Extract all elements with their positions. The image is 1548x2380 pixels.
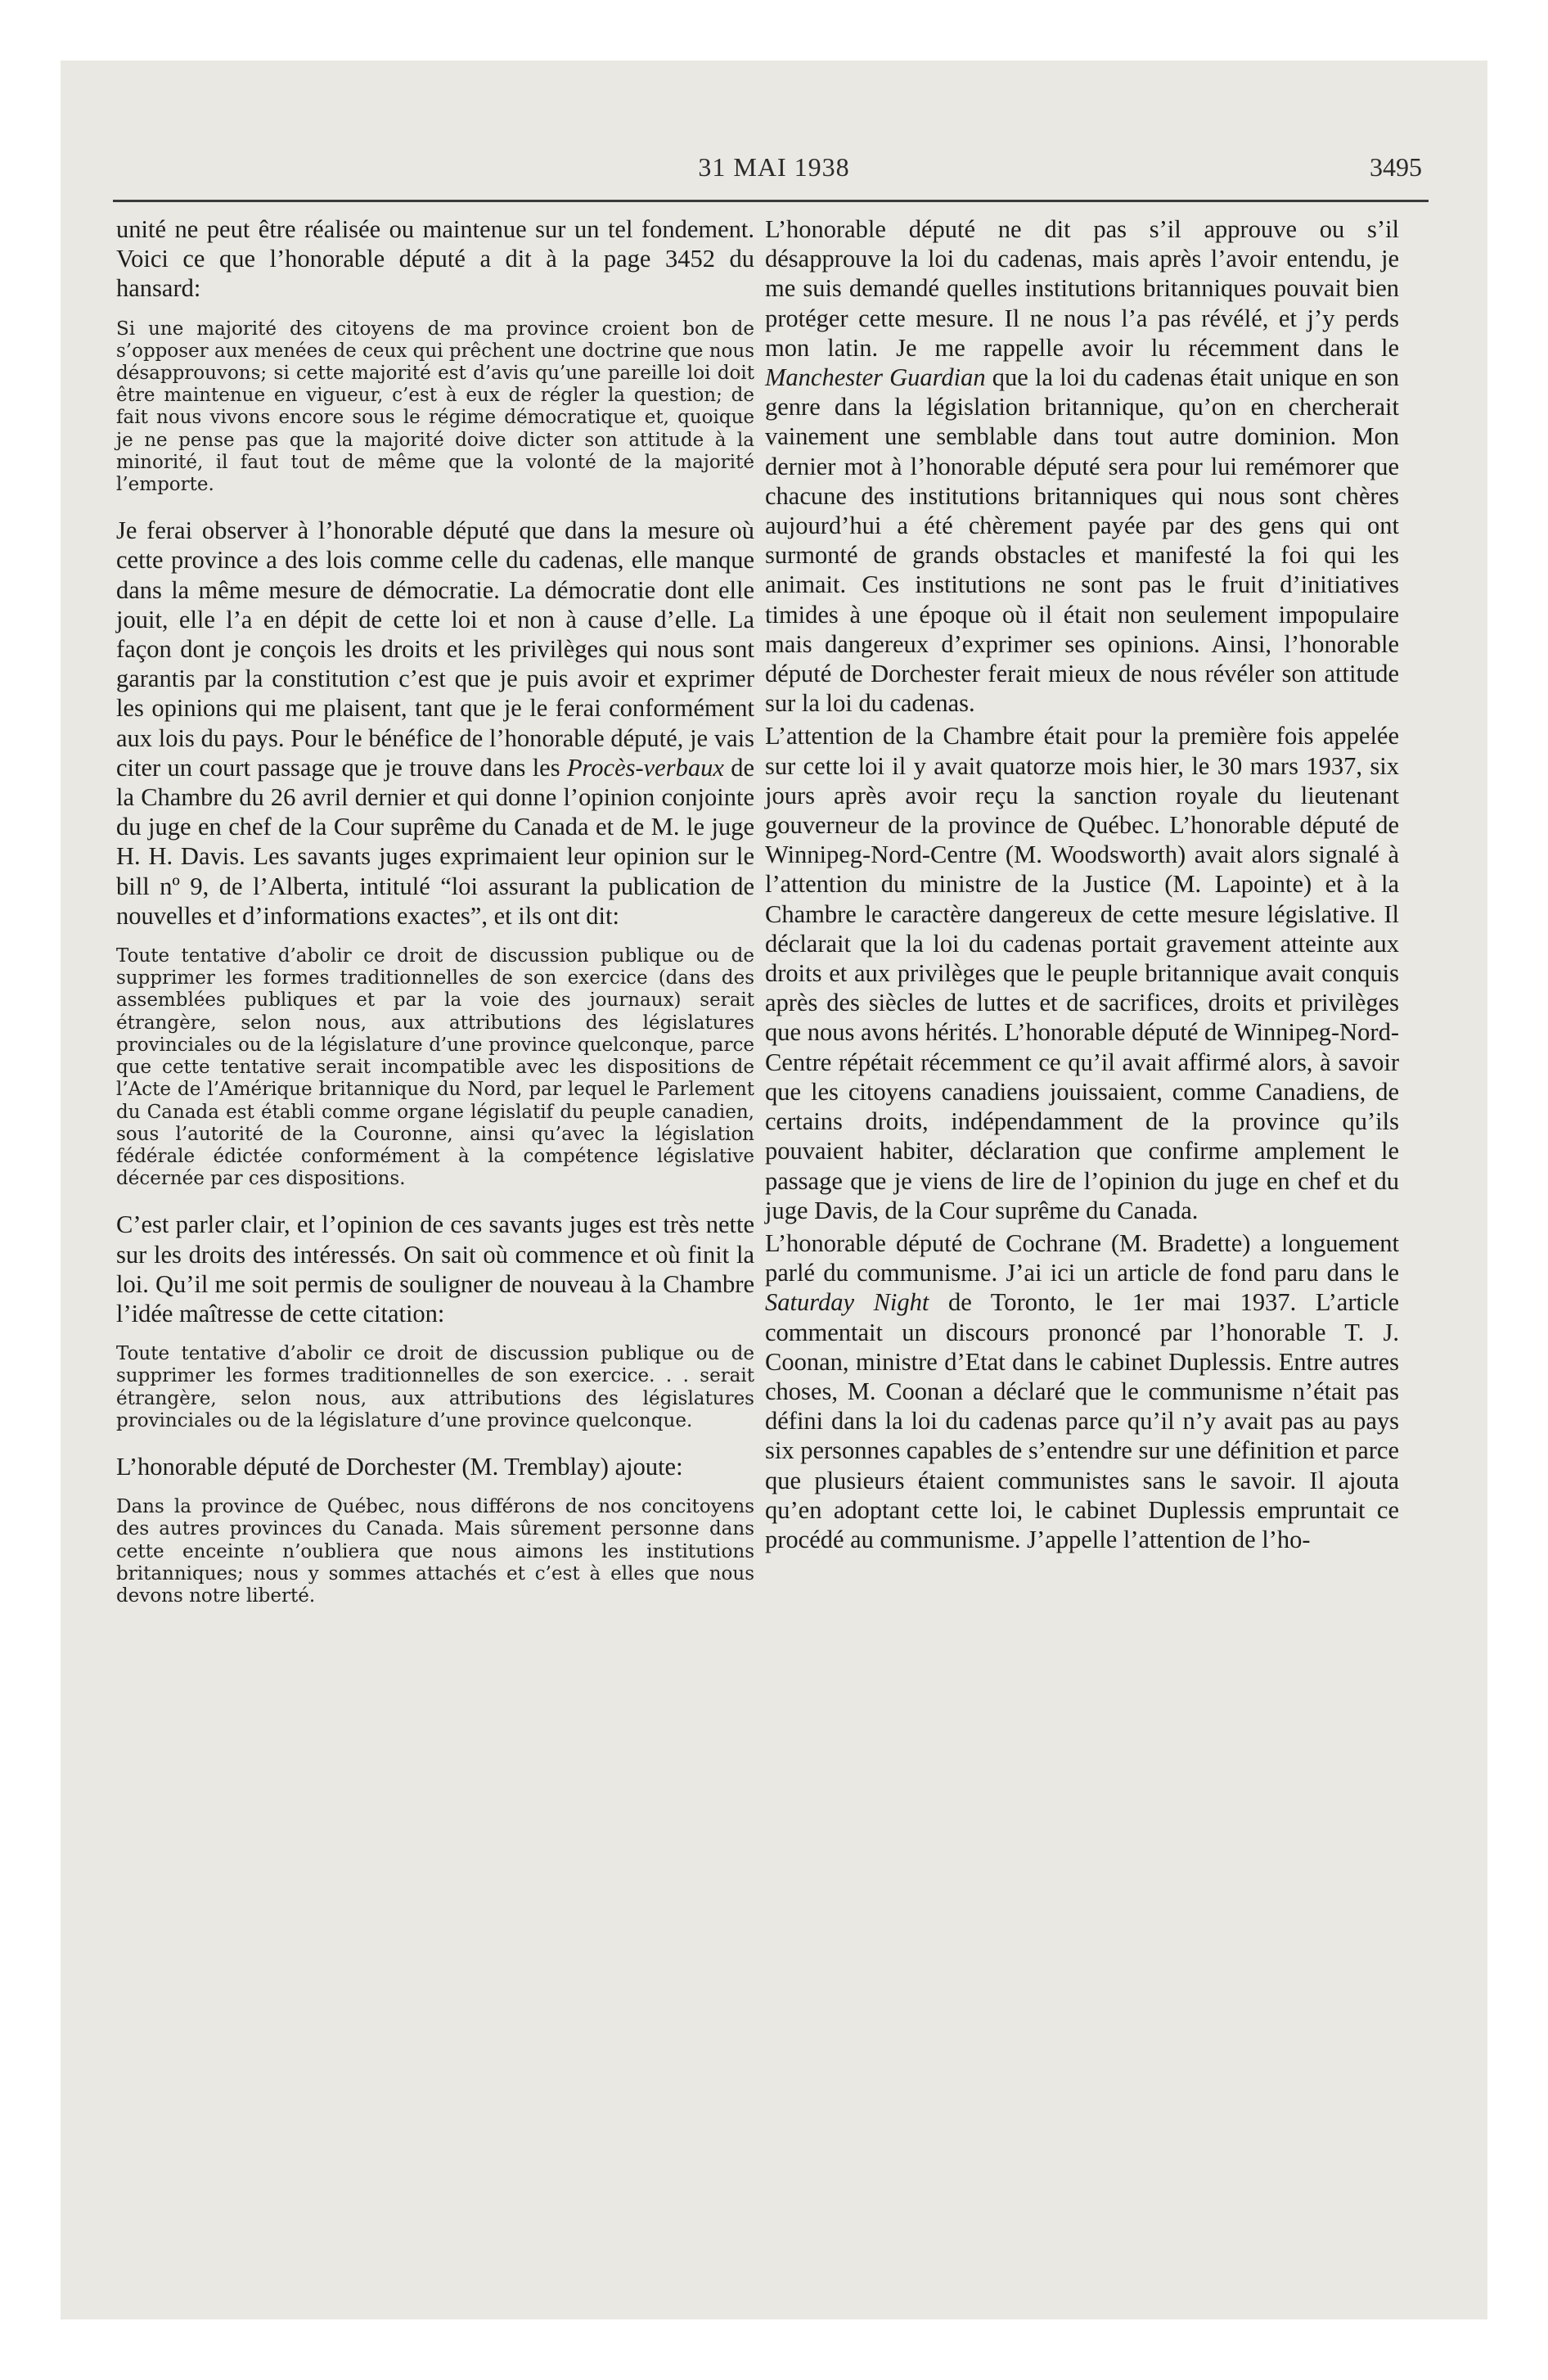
block-quote: Toute tentative d’abolir ce droit de discussion publique ou de supprimer les formes traditionnelles de son exercice. . . serait étrangère, selon nous, aux attributions des législatures provinciales ou de la législature d’une province quelconque. [116,1343,754,1431]
page-header [61,146,1487,195]
header-rule [113,200,1429,202]
header-date: 31 MAI 1938 [698,152,850,182]
italic-title: Manchester Guardian [765,363,986,392]
italic-title: Procès-verbaux [566,753,724,782]
paragraph-text: de Toronto, le 1er mai 1937. L’article commentait un discours prononcé par l’honorable T. J. Coonan, ministre d’Etat dans le cabinet Duplessis. Entre autres choses, M. Coonan a déclaré que le communisme n’était pas défini dans la loi du cadenas parce qu’il n’y avait pas au pays six personnes capables de s’entendre sur une définition et parce que plusieurs étaient communistes sans le savoir. Il ajouta qu’en adoptant cette loi, le cabinet Duplessis empruntait ce procédé au communisme. J’appelle l’attention de l’ho- [765,1288,1399,1553]
block-quote: Toute tentative d’abolir ce droit de discussion publique ou de supprimer les formes traditionnelles de son exercice (dans des assemblées publiques et par la voie des journaux) serait étrangère, selon nous, aux attributions des législatures provinciales ou de la législature d’une province quelconque, parce que cette tentative serait incompatible avec les dispositions de l’Acte de l’Amérique britannique du Nord, par lequel le Parlement du Canada est établi comme organe législatif du peuple canadien, sous l’autorité de la Couronne, ainsi qu’avec la législation fédérale édictée conformément à la compétence législative décernée par ces dispositions. [116,945,754,1190]
paragraph-text: que la loi du cadenas était unique en son genre dans la législation britannique, qu’on en chercherait vainement une semblable dans tout autre dominion. Mon dernier mot à l’honorable député sera pour lui remémorer que chacune des institutions britanniques qui nous sont chères aujourd’hui a été chèrement payée par des gens qui ont surmonté de grands obstacles et manifesté la foi qui les animait. Ces institutions ne sont pas le fruit d’initiatives timides à une époque où il était non seulement impopulaire mais dangereux d’exprimer ses opinions. Ainsi, l’honorable député de Dorchester ferait mieux de nous révéler son attitude sur la loi du cadenas. [765,363,1399,718]
paragraph [765,1228,1399,1554]
paragraph: C’est parler clair, et l’opinion de ces savants juges est très nette sur les droits des intéressés. On sait où commence et où finit la loi. Qu’il me soit permis de souligner de nouveau à la Chambre l’idée maîtresse de cette citation: [116,1210,754,1327]
block-quote: Si une majorité des citoyens de ma province croient bon de s’opposer aux menées de ceux qui prêchent une doctrine que nous désapprouvons; si cette majorité est d’avis qu’une pareille loi doit être maintenue en vigueur, c’est à eux de régler la question; de fait nous vivons encore sous le régime démocratique et, quoique je ne pense pas que la majorité doive dicter son attitude à la minorité, il faut tout de même que la volonté de la majorité l’emporte. [116,318,754,496]
paragraph: L’attention de la Chambre était pour la première fois appelée sur cette loi il y avait quatorze mois hier, le 30 mars 1937, six jours après avoir reçu la sanction royale du lieutenant gouverneur de la province de Québec. L’honorable député de Winnipeg-Nord-Centre (M. Woodsworth) avait alors signalé à l’attention du ministre de la Justice (M. Lapointe) et à la Chambre le caractère dangereux de cette mesure législative. Il déclarait que la loi du cadenas portait gravement atteinte aux droits et aux privilèges que le peuple britannique avait conquis après des siècles de luttes et de sacrifices, droits et privilèges que nous avons hérités. L’honorable député de Winnipeg-Nord-Centre répétait récemment ce qu’il avait affirmé alors, à savoir que les citoyens canadiens jouissaient, comme Canadiens, de certains droits, indépendamment de la province qu’ils pouvaient habiter, déclaration que confirme amplement le passage que je viens de lire de l’opinion du juge en chef et du juge Davis, de la Cour suprême du Canada. [765,722,1399,1224]
paragraph-text: de la Chambre du 26 avril dernier et qui donne l’opinion conjointe du juge en chef de la Cour suprême du Canada et de M. le juge H. H. Davis. Les savants juges exprimaient leur opinion sur le bill nº 9, de l’Alberta, intitulé “loi assurant la publication de nouvelles et d’informations exactes”, et ils ont dit: [116,753,754,930]
page-number: 3495 [1370,152,1422,182]
left-column [116,214,754,1627]
paragraph-text: L’honorable député de Cochrane (M. Bradette) a longuement parlé du communisme. J’ai ici un article de fond paru dans le [765,1228,1399,1287]
paragraph-text: Je ferai observer à l’honorable député que dans la mesure où cette province a des lois comme celle du cadenas, elle manque dans la même mesure de démocratie. La démocratie dont elle jouit, elle l’a en dépit de cette loi et non à cause d’elle. La façon dont je conçois les droits et les privilèges qui nous sont garantis par la constitution c’est que je puis avoir et exprimer les opinions qui me plaisent, tant que je le ferai conformément aux lois du pays. Pour le bénéfice de l’honorable député, je vais citer un court passage que je trouve dans les [116,516,754,782]
italic-title: Saturday Night [765,1288,929,1317]
paragraph-text: L’honorable député ne dit pas s’il approuve ou s’il désapprouve la loi du cadenas, mais après l’avoir entendu, je me suis demandé quelles institutions britanniques pouvait bien protéger cette mesure. Il ne nous l’a pas révélé, et j’y perds mon latin. Je me rappelle avoir lu récemment dans le [765,215,1399,362]
paragraph [116,516,754,931]
paragraph: L’honorable député de Dorchester (M. Tremblay) ajoute: [116,1452,683,1481]
right-column [765,214,1399,1554]
block-quote: Dans la province de Québec, nous différons de nos concitoyens des autres provinces du Canada. Mais sûrement personne dans cette enceinte n’oubliera que nous aimons les institutions britanniques; nous y sommes attachés et c’est à elles que nous devons notre liberté. [116,1496,754,1607]
paragraph: unité ne peut être réalisée ou maintenue sur un tel fondement. Voici ce que l’honorable député a dit à la page 3452 du hansard: [116,215,754,303]
paragraph [765,214,1399,718]
